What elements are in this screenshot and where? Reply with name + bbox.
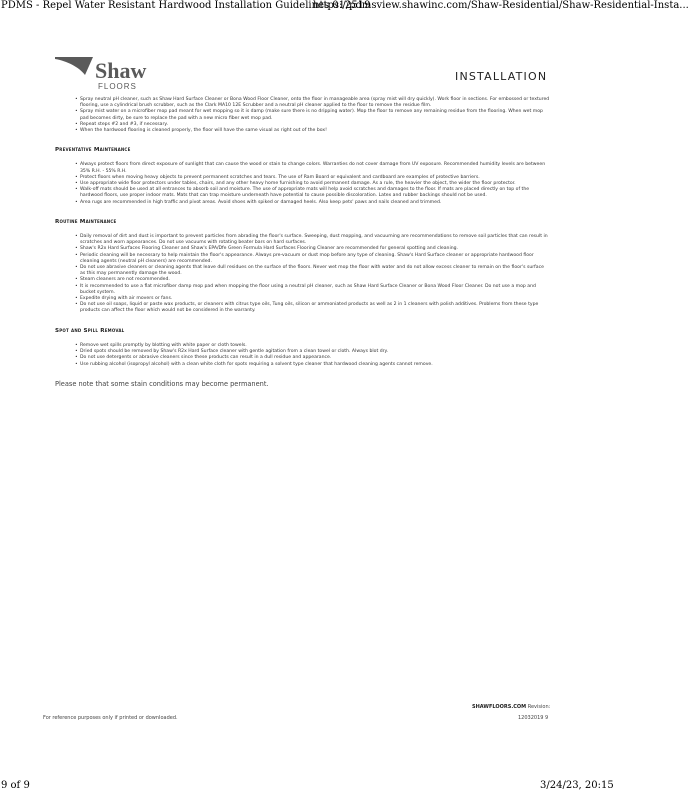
browser-print-title: PDMS - Repel Water Resistant Hardwood Installation Guidelines 012519 bbox=[1, 0, 371, 11]
section-label: INSTALLATION bbox=[455, 70, 548, 83]
preventative-bullet: • Area rugs are recommended in high traffic and pivot areas. Avoid shoes with spiked or damaged heels. Also keep pets' paws and nails cleaned and trimmed. bbox=[80, 200, 550, 206]
routine-bullet: • It is recommended to use a flat microfiber damp mop pad when mopping the floor using a neutral pH cleaner, such as Shaw Hard Surface Cleaner or Bona Wood Floor Cleaner. Do not use a mop and bucket system. bbox=[80, 284, 550, 296]
preventative-bullet: • Always protect floors from direct exposure of sunlight that can cause the wood or stain to change colors. Warranties do not cover damage from UV exposure. Recommended humidity levels are between 35% R.H. - 55% R.H. bbox=[80, 162, 550, 174]
closing-note: Please note that some stain conditions may become permanent. bbox=[55, 379, 269, 388]
intro-bullet: • When the hardwood flooring is cleaned properly, the floor will have the same visual as right out of the box! bbox=[80, 128, 550, 134]
spot-spill-bullet: • Dried spots should be removed by Shaw's R2x Hard Surface cleaner with gentle agitation from a clean towel or cloth. Always blot dry. bbox=[80, 349, 550, 355]
preventative-bullet: • Protect floors when moving heavy objects to prevent permanent scratches and tears. The use of Ram Board or equivalent and cardboard are examples of protective barriers. bbox=[80, 175, 550, 181]
shaw-swoosh-icon bbox=[55, 55, 153, 91]
document-content bbox=[55, 97, 550, 387]
browser-print-url: https://pdmsview.shawinc.com/Shaw-Residential/Shaw-Residential-Insta... bbox=[313, 0, 689, 11]
routine-bullet: • Do not use abrasive cleaners or cleaning agents that leave dull residues on the surface of the floors. Never wet mop the floor with water and do not allow excess cleaner to remain on the floor's surface as this may permanently damage the wood. bbox=[80, 265, 550, 277]
routine-bullet: • Daily removal of dirt and dust is important to prevent particles from abrading the floor's surface. Sweeping, dust mopping, and vacuuming are recommendations to remove soil particles that can result in scratches and worn appearances. Do not use vacuums with rotating beater bars on hard surfaces. bbox=[80, 234, 550, 246]
footer-reference-note: For reference purposes only if printed or downloaded. bbox=[43, 715, 178, 721]
shaw-floors-logo bbox=[55, 55, 153, 91]
footer-revision-number: 12032019 9 bbox=[518, 715, 549, 721]
print-page-counter: 9 of 9 bbox=[1, 780, 30, 791]
footer-revision-label: Revision: bbox=[527, 704, 551, 710]
logo-brand-text: Shaw bbox=[95, 58, 147, 83]
spot-spill-bullet: • Use rubbing alcohol (isopropyl alcohol) with a clean white cloth for spots requiring a solvent type cleaner that hardwood cleaning agents cannot remove. bbox=[80, 362, 550, 368]
heading-spot-spill-removal: Spot and Spill Removal bbox=[55, 327, 125, 334]
routine-bullet: • Do not use oil soaps, liquid or paste wax products, or cleaners with citrus type oils, Tung oils, silicon or ammoniated products as well as 2 in 1 cleaners with polish additives. Problems from these type products can affect the floor which would not be considered in the warranty. bbox=[80, 302, 550, 314]
heading-preventative-maintenance: Preventative Maintenance bbox=[55, 147, 131, 154]
intro-list bbox=[55, 97, 550, 134]
logo-sub-text: FLOORS bbox=[98, 82, 137, 91]
preventative-bullet: • Walk-off mats should be used at all entrances to absorb soil and moisture. The use of appropriate mats will help avoid scratches and damages to the floor. If mats are placed directly on top of the hardwood floors, use proper indoor mats. Mats that can trap moisture underneath have potential to cause possible discoloration. Latex and rubber backings should not be used. bbox=[80, 187, 550, 199]
footer-brand-line bbox=[472, 704, 550, 710]
spot-spill-bullet: • Remove wet spills promptly by blotting with white paper or cloth towels. bbox=[80, 343, 550, 349]
heading-routine-maintenance: Routine Maintenance bbox=[55, 218, 117, 225]
spot-spill-bullet: • Do not use detergents or abrasive cleaners since these products can result in a dull residue and appearance. bbox=[80, 355, 550, 361]
intro-bullet: • Spray mist water on a microfiber mop pad meant for wet mopping so it is damp (make sure there is no dripping water). Mop the floor to remove any remaining residue from the flooring. When wet mop pad becomes dirty, be sure to replace the pad with a new micro fiber wet mop pad. bbox=[80, 109, 550, 121]
routine-bullet: • Shaw's R2x Hard Surfaces Flooring Cleaner and Shaw's EPA/Dfe Green Formula Hard Surfaces Flooring Cleaner are recommended for general spotting and cleaning. bbox=[80, 246, 550, 252]
print-datetime: 3/24/23, 20:15 bbox=[540, 780, 614, 791]
spot-spill-list bbox=[55, 343, 550, 368]
routine-bullet: • Periodic cleaning will be necessary to help maintain the floor's appearance. Always pre-vacuum or dust mop before any type of cleaning. Shaw's Hard Surface cleaner or appropriate hardwood floor cleaning agents (neutral pH cleaners) are recommended. bbox=[80, 253, 550, 265]
intro-bullet: • Spray neutral pH cleaner, such as Shaw Hard Surface Cleaner or Bona Wood Floor Cleaner, onto the floor in manageable area (spray mist will dry quickly). Work floor in sections. For embossed or textured flooring, use a cylindrical brush scrubber, such as the Clark MA10 12E Scrubber and a neutral pH cleaner applied to the floor to remove the residue film. bbox=[80, 97, 550, 109]
routine-bullet: • Steam cleaners are not recommended. bbox=[80, 277, 550, 283]
routine-bullet: • Expedite drying with air movers or fans. bbox=[80, 296, 550, 302]
preventative-bullet: • Use appropriate wide floor protectors under tables, chairs, and any other heavy home furnishing to avoid permanent damage. As a rule, the heavier the object, the wider the floor protector. bbox=[80, 181, 550, 187]
preventative-list bbox=[55, 162, 550, 205]
footer-website: SHAWFLOORS.COM bbox=[472, 704, 527, 710]
intro-bullet: • Repeat steps #2 and #3, if necessary. bbox=[80, 122, 550, 128]
routine-list bbox=[55, 234, 550, 315]
